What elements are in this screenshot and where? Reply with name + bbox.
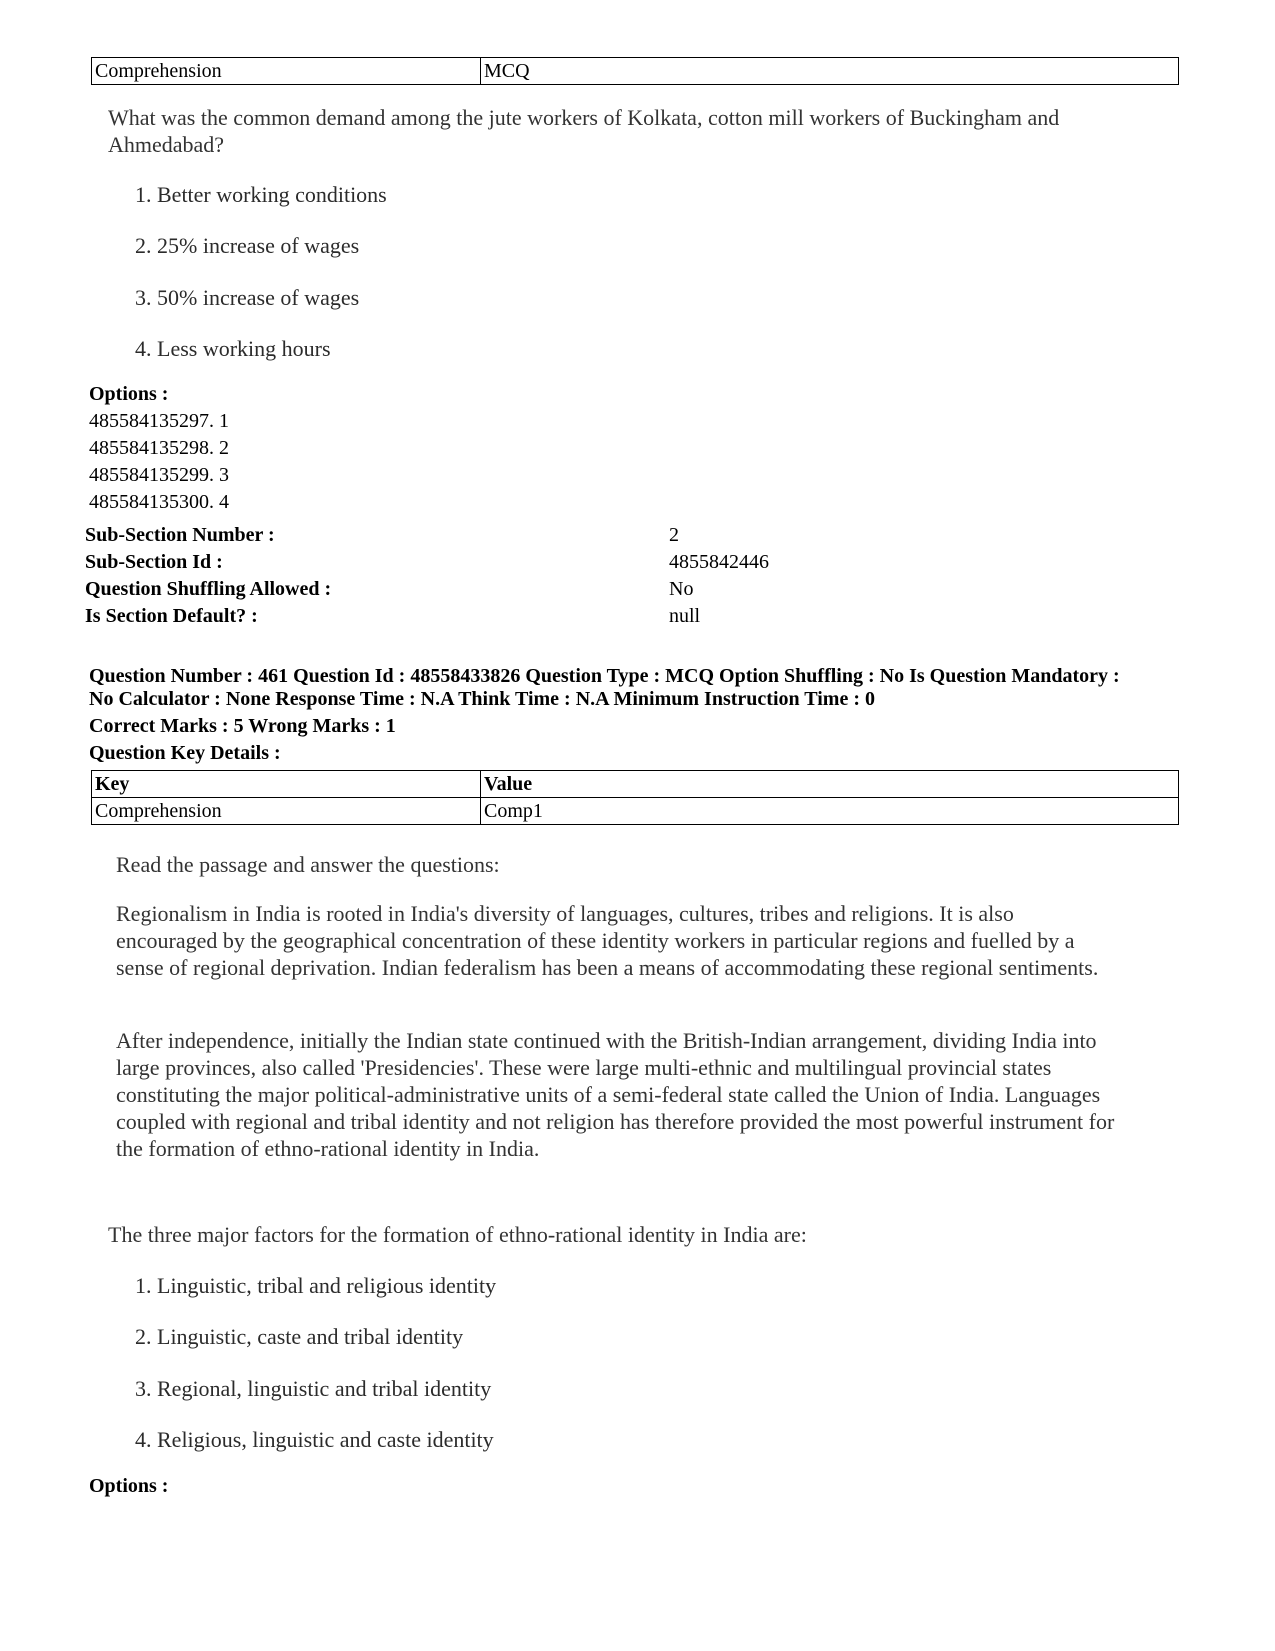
- option-id: 485584135298. 2: [89, 437, 229, 459]
- question-text: What was the common demand among the jute workers of Kolkata, cotton mill workers of Buckingham and Ahmedabad?: [108, 105, 1060, 157]
- choice-item: 3. 50% increase of wages: [135, 285, 360, 310]
- table-cell: Comprehension: [92, 58, 481, 85]
- subsection-id-value: 4855842446: [669, 551, 769, 573]
- section-default-label: Is Section Default? :: [85, 605, 258, 627]
- shuffling-label: Question Shuffling Allowed :: [85, 578, 332, 600]
- table-cell: MCQ: [481, 58, 1179, 85]
- key-details-label: Question Key Details :: [89, 742, 281, 764]
- choice-item: 4. Religious, linguistic and caste identity: [135, 1427, 494, 1452]
- subsection-number-label: Sub-Section Number :: [85, 524, 275, 546]
- subsection-id-label: Sub-Section Id :: [85, 551, 223, 573]
- table-cell: Comp1: [481, 798, 1179, 825]
- option-id: 485584135297. 1: [89, 410, 229, 432]
- options-label: Options :: [89, 1475, 169, 1497]
- choice-item: 2. 25% increase of wages: [135, 233, 360, 258]
- table-row: [92, 58, 1179, 85]
- marks-line: Correct Marks : 5 Wrong Marks : 1: [89, 715, 396, 737]
- choice-item: 1. Linguistic, tribal and religious identity: [135, 1273, 497, 1298]
- table-header-value: Value: [481, 771, 1179, 798]
- table-cell: Comprehension: [92, 798, 481, 825]
- passage-intro: Read the passage and answer the questions:: [116, 852, 500, 877]
- option-id: 485584135299. 3: [89, 464, 229, 486]
- choice-item: 2. Linguistic, caste and tribal identity: [135, 1324, 464, 1349]
- choice-item: 4. Less working hours: [135, 336, 331, 361]
- shuffling-value: No: [669, 578, 694, 600]
- table-row: [92, 798, 1179, 825]
- passage-paragraph-1: Regionalism in India is rooted in India's diversity of languages, cultures, tribes and religions. It is also encouraged by the geographical concentration of these identity workers in particular regions and fuelled by a sense of regional deprivation. Indian federalism has been a means of accommodating these regional sentiments.: [116, 901, 1099, 980]
- key-details-table: [91, 770, 1179, 825]
- table-header-row: [92, 771, 1179, 798]
- passage-paragraph-2: After independence, initially the Indian state continued with the British-Indian arrangement, dividing India into large provinces, also called 'Presidencies'. These were large multi-ethnic and multilingual provincial states constituting the major political-administrative units of a semi-federal state called the Union of India. Languages coupled with regional and tribal identity and not religion has therefore provided the most powerful instrument for the formation of ethno-rational identity in India.: [116, 1028, 1115, 1161]
- table-header-key: Key: [92, 771, 481, 798]
- question-meta-line1: Question Number : 461 Question Id : 48558433826 Question Type : MCQ Option Shuffling : No Is Question Mandatory :: [89, 665, 1120, 687]
- choice-item: 3. Regional, linguistic and tribal identity: [135, 1376, 492, 1401]
- section-default-value: null: [669, 605, 701, 627]
- options-label: Options :: [89, 383, 169, 405]
- question-meta-line2: No Calculator : None Response Time : N.A Think Time : N.A Minimum Instruction Time : 0: [89, 688, 875, 710]
- choice-item: 1. Better working conditions: [135, 182, 387, 207]
- question-text: The three major factors for the formation of ethno-rational identity in India are:: [108, 1222, 807, 1247]
- subsection-number-value: 2: [669, 524, 679, 546]
- option-id: 485584135300. 4: [89, 491, 229, 513]
- top-key-table: [91, 57, 1179, 85]
